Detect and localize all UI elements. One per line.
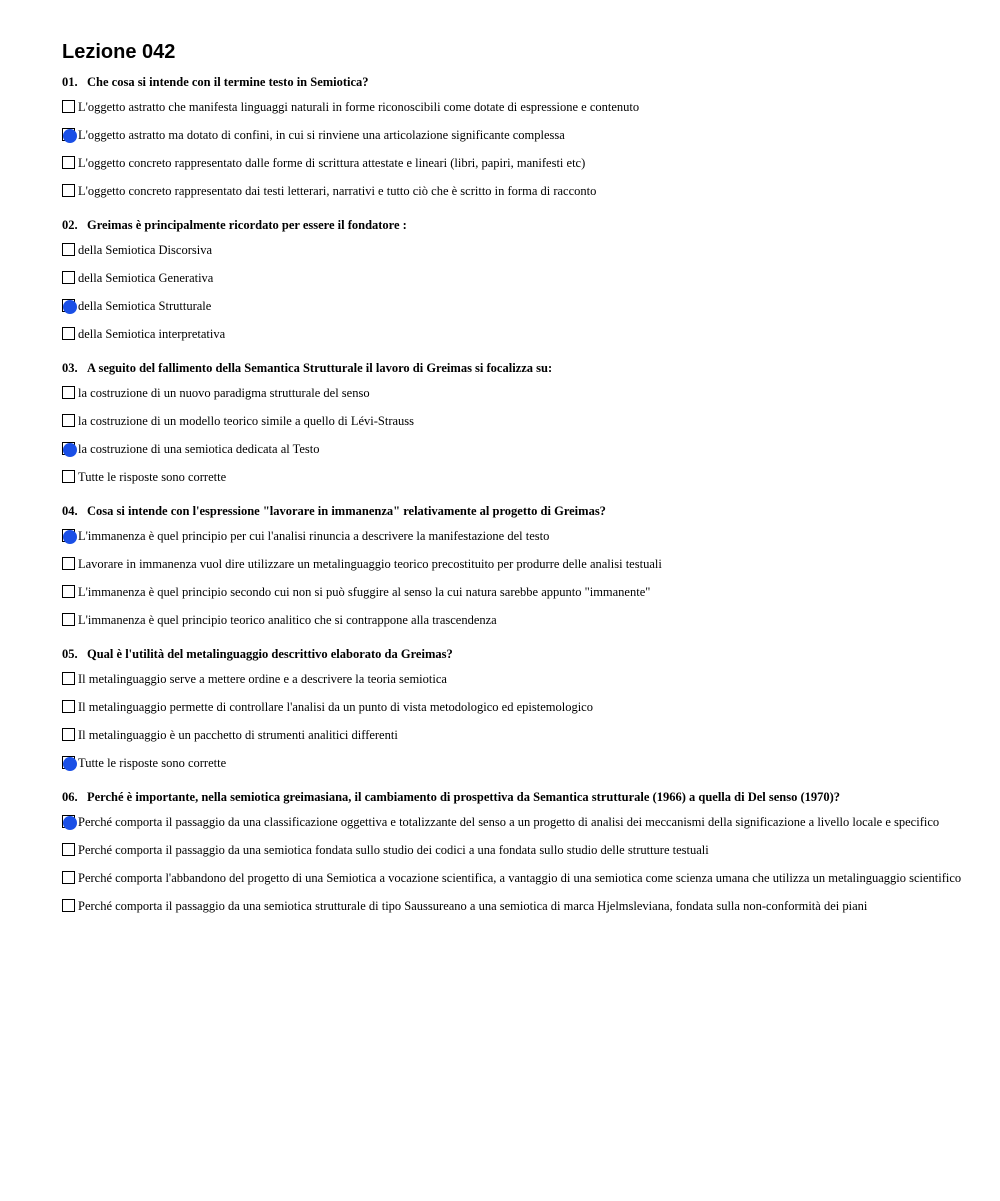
answer-checkbox[interactable] — [62, 557, 75, 570]
answer-option[interactable] — [62, 156, 962, 171]
answer-checkbox[interactable] — [62, 899, 75, 912]
question-text — [62, 789, 962, 805]
question-text — [62, 74, 962, 90]
answer-option[interactable] — [62, 470, 962, 485]
answer-checkbox[interactable] — [62, 327, 75, 340]
answer-label: la costruzione di un modello teorico simile a quello di Lévi-Strauss — [78, 414, 415, 428]
answer-label: L'oggetto concreto rappresentato dalle forme di scrittura attestate e lineari (libri, papiri, manifesti etc) — [78, 156, 586, 170]
question-text — [62, 217, 962, 233]
question-number: 01. — [62, 75, 78, 89]
answer-checkbox[interactable] — [62, 871, 75, 884]
answer-label: Il metalinguaggio serve a mettere ordine e a descrivere la teoria semiotica — [78, 672, 447, 686]
answer-option[interactable] — [62, 100, 962, 115]
question-4 — [62, 503, 962, 628]
answer-checkbox[interactable] — [62, 184, 75, 197]
answer-label: L'immanenza è quel principio per cui l'analisi rinuncia a descrivere la manifestazione del testo — [78, 529, 550, 543]
question-3 — [62, 360, 962, 485]
answer-checkbox-selected[interactable] — [62, 299, 75, 312]
answer-label: Lavorare in immanenza vuol dire utilizzare un metalinguaggio teorico precostituito per produrre delle analisi testuali — [78, 557, 662, 571]
answer-option[interactable] — [62, 585, 962, 600]
answer-checkbox[interactable] — [62, 728, 75, 741]
answer-label: della Semiotica Strutturale — [78, 299, 212, 313]
answer-checkbox[interactable] — [62, 243, 75, 256]
question-number: 06. — [62, 790, 78, 804]
answer-option[interactable] — [62, 128, 962, 143]
answer-option[interactable] — [62, 899, 962, 914]
question-label: A seguito del fallimento della Semantica Strutturale il lavoro di Greimas si focalizza su: — [87, 361, 553, 375]
answer-option[interactable] — [62, 728, 962, 743]
answer-label: la costruzione di un nuovo paradigma strutturale del senso — [78, 386, 370, 400]
answer-checkbox[interactable] — [62, 585, 75, 598]
answer-label: Perché comporta il passaggio da una semiotica strutturale di tipo Saussureano a una semiotica di marca Hjelmsleviana, fondata sulla non-conformità dei piani — [78, 899, 868, 913]
answer-option[interactable] — [62, 557, 962, 572]
answer-label: L'oggetto concreto rappresentato dai testi letterari, narrativi e tutto ciò che è scritto in forma di racconto — [78, 184, 597, 198]
answer-checkbox-selected[interactable] — [62, 815, 75, 828]
question-list — [62, 74, 962, 914]
answer-option[interactable] — [62, 414, 962, 429]
question-label: Greimas è principalmente ricordato per essere il fondatore : — [87, 218, 407, 232]
question-label: Perché è importante, nella semiotica greimasiana, il cambiamento di prospettiva da Semantica strutturale (1966) a quella di Del senso (1970)? — [87, 790, 841, 804]
question-1 — [62, 74, 962, 199]
answer-option[interactable] — [62, 700, 962, 715]
answer-checkbox[interactable] — [62, 414, 75, 427]
answer-checkbox-selected[interactable] — [62, 442, 75, 455]
question-5 — [62, 646, 962, 771]
answer-checkbox[interactable] — [62, 672, 75, 685]
answer-option[interactable] — [62, 271, 962, 286]
page-title: Lezione 042 — [62, 41, 176, 63]
answer-option[interactable] — [62, 672, 962, 687]
question-2 — [62, 217, 962, 342]
answer-label: L'immanenza è quel principio secondo cui non si può sfuggire al senso la cui natura sarebbe appunto "immanente" — [78, 585, 651, 599]
answer-label: della Semiotica Generativa — [78, 271, 214, 285]
answer-option[interactable] — [62, 815, 962, 830]
question-text — [62, 503, 962, 519]
answer-checkbox[interactable] — [62, 100, 75, 113]
answer-checkbox-selected[interactable] — [62, 756, 75, 769]
question-number: 04. — [62, 504, 78, 518]
answer-option[interactable] — [62, 871, 962, 886]
question-text — [62, 646, 962, 662]
answer-checkbox[interactable] — [62, 156, 75, 169]
answer-checkbox[interactable] — [62, 613, 75, 626]
answer-checkbox[interactable] — [62, 843, 75, 856]
answer-checkbox[interactable] — [62, 470, 75, 483]
answer-label: della Semiotica interpretativa — [78, 327, 226, 341]
answer-option[interactable] — [62, 613, 962, 628]
question-label: Che cosa si intende con il termine testo in Semiotica? — [87, 75, 369, 89]
answer-label: L'immanenza è quel principio teorico analitico che si contrappone alla trascendenza — [78, 613, 497, 627]
answer-label: Il metalinguaggio è un pacchetto di strumenti analitici differenti — [78, 728, 398, 742]
answer-label: della Semiotica Discorsiva — [78, 243, 212, 257]
answer-label: Perché comporta l'abbandono del progetto di una Semiotica a vocazione scientifica, a vantaggio di una semiotica come scienza umana che utilizza un metalinguaggio scientifico — [78, 871, 962, 885]
answer-label: Perché comporta il passaggio da una classificazione oggettiva e totalizzante del senso a un progetto di analisi dei meccanismi della significazione a livello locale e specifico — [78, 815, 940, 829]
answer-option[interactable] — [62, 756, 962, 771]
question-label: Cosa si intende con l'espressione "lavorare in immanenza" relativamente al progetto di Greimas? — [87, 504, 606, 518]
answer-option[interactable] — [62, 299, 962, 314]
answer-checkbox[interactable] — [62, 271, 75, 284]
answer-option[interactable] — [62, 843, 962, 858]
answer-checkbox[interactable] — [62, 386, 75, 399]
question-label: Qual è l'utilità del metalinguaggio descrittivo elaborato da Greimas? — [87, 647, 453, 661]
answer-checkbox-selected[interactable] — [62, 128, 75, 141]
answer-option[interactable] — [62, 327, 962, 342]
answer-label: L'oggetto astratto che manifesta linguaggi naturali in forme riconoscibili come dotate di espressione e contenuto — [78, 100, 640, 114]
answer-label: L'oggetto astratto ma dotato di confini, in cui si rinviene una articolazione significante complessa — [78, 128, 565, 142]
answer-option[interactable] — [62, 386, 962, 401]
answer-label: la costruzione di una semiotica dedicata al Testo — [78, 442, 320, 456]
answer-option[interactable] — [62, 529, 962, 544]
question-number: 05. — [62, 647, 78, 661]
answer-option[interactable] — [62, 184, 962, 199]
question-number: 02. — [62, 218, 78, 232]
quiz-page — [62, 40, 962, 932]
answer-option[interactable] — [62, 243, 962, 258]
answer-checkbox-selected[interactable] — [62, 529, 75, 542]
question-6 — [62, 789, 962, 914]
answer-label: Tutte le risposte sono corrette — [78, 470, 227, 484]
answer-label: Tutte le risposte sono corrette — [78, 756, 227, 770]
answer-label: Il metalinguaggio permette di controllare l'analisi da un punto di vista metodologico ed epistemologico — [78, 700, 593, 714]
answer-option[interactable] — [62, 442, 962, 457]
question-text — [62, 360, 962, 376]
answer-label: Perché comporta il passaggio da una semiotica fondata sullo studio dei codici a una fondata sullo studio delle strutture testuali — [78, 843, 709, 857]
answer-checkbox[interactable] — [62, 700, 75, 713]
question-number: 03. — [62, 361, 78, 375]
